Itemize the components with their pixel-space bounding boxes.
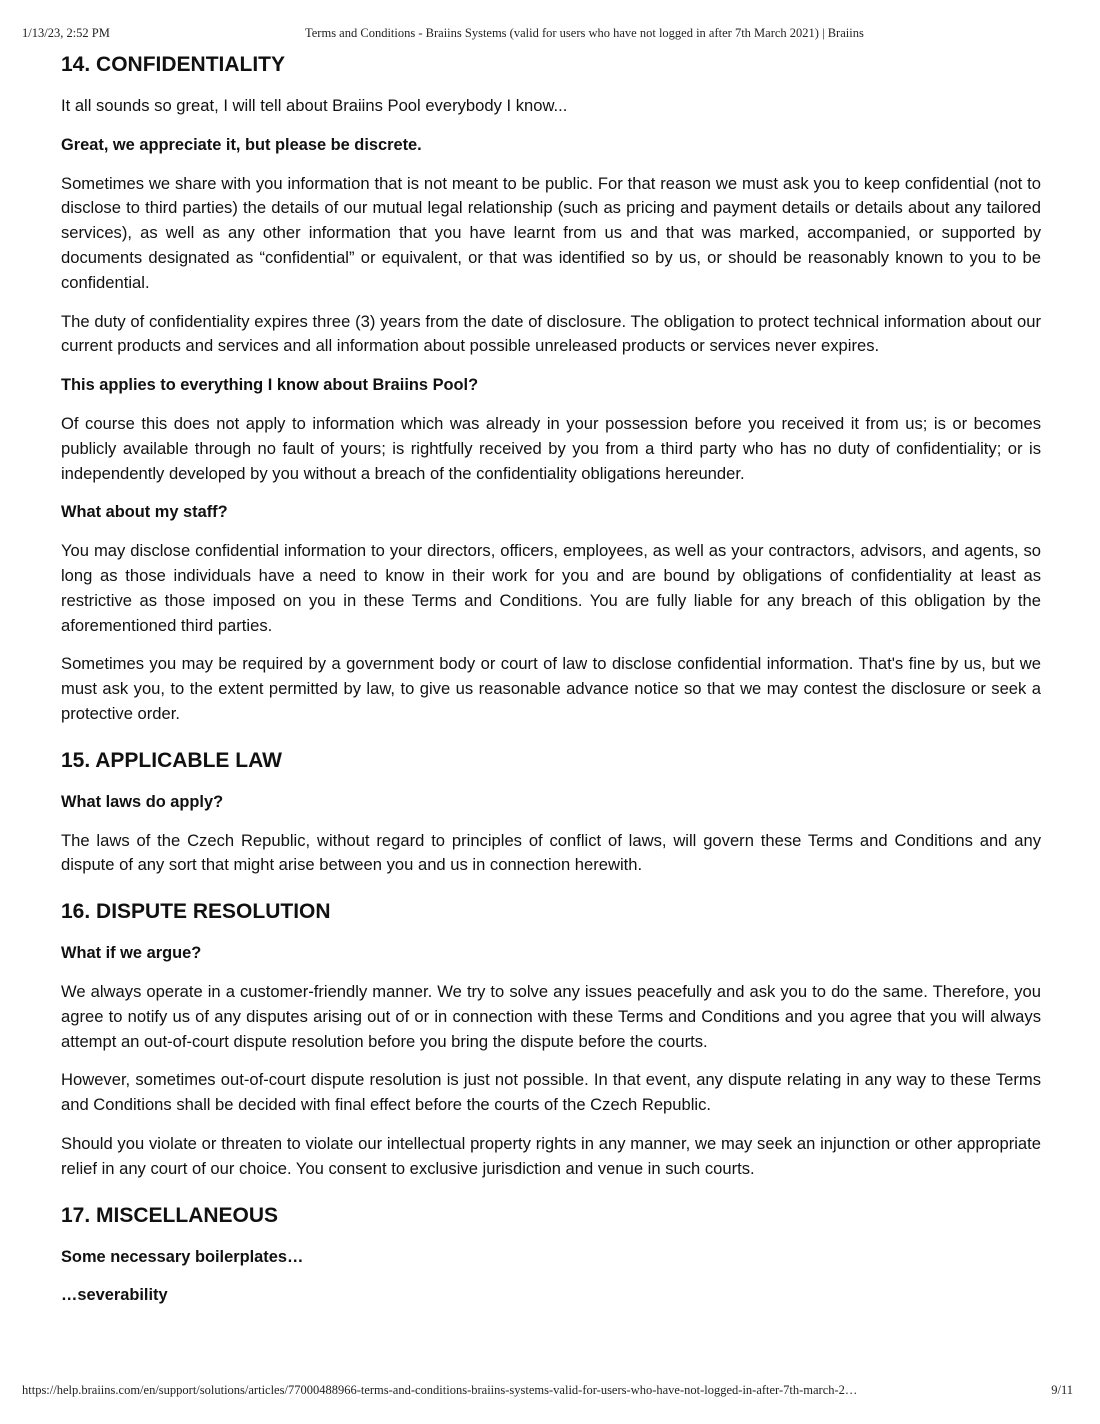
article-content xyxy=(61,49,1041,1308)
question-heading: What if we argue? xyxy=(61,944,202,963)
print-header xyxy=(22,26,1078,42)
paragraph: Should you violate or threaten to violate our intellectual property rights in any manner, we may seek an injunction or other appropriate relief in any court of our choice. You consent to exclusive jurisdiction and venue in such courts. xyxy=(61,1133,1041,1178)
paragraph: The duty of confidentiality expires three (3) years from the date of disclosure. The obligation to protect technical information about our current products and services and all information about possible unreleased products or services never expires. xyxy=(61,311,1041,356)
paragraph: Sometimes you may be required by a government body or court of law to disclose confidential information. That's fine by us, but we must ask you, to the extent permitted by law, to give us reasonable advance notice so that we may contest the disclosure or seek a protective order. xyxy=(61,654,1041,723)
section-heading: 17. MISCELLANEOUS xyxy=(61,1203,279,1227)
paragraph: However, sometimes out-of-court dispute resolution is just not possible. In that event, any dispute relating in any way to these Terms and Conditions shall be decided with final effect before the courts of the Czech Republic. xyxy=(61,1070,1041,1115)
section-confidentiality xyxy=(61,49,1041,727)
print-page-title: Terms and Conditions - Braiins Systems (valid for users who have not logged in after 7th March 2021) | Braiins xyxy=(305,26,864,40)
question-heading: What laws do apply? xyxy=(61,792,224,811)
paragraph: Sometimes we share with you information that is not meant to be public. For that reason we must ask you to keep confidential (not to disclose to third parties) the details of our mutual legal relationship (such as pricing and payment details or details about any tailored services), as well as any other information that you have learnt from us and that was marked, accompanied, or supported by documents designated as “confidential” or equivalent, or that was identified so by us, or should be reasonably known to you to be confidential. xyxy=(61,173,1041,292)
section-miscellaneous xyxy=(61,1200,1041,1309)
paragraph: The laws of the Czech Republic, without regard to principles of conflict of laws, will govern these Terms and Conditions and any dispute of any sort that might arise between you and us in connection herewith. xyxy=(61,830,1041,875)
print-url: https://help.braiins.com/en/support/solutions/articles/77000488966-terms-and-conditions-braiins-systems-valid-for-users-who-have-not-logged-in-after-7th-march-2… xyxy=(22,1383,858,1397)
paragraph: We always operate in a customer-friendly manner. We try to solve any issues peacefully and ask you to do the same. Therefore, you agree to notify us of any disputes arising out of or in connection with these Terms and Conditions and you agree that you will always attempt an out-of-court dispute resolution before you bring the dispute before the courts. xyxy=(61,981,1041,1051)
paragraph: You may disclose confidential information to your directors, officers, employees, as well as your contractors, advisors, and agents, so long as those individuals have a need to know in their work for you and are bound by obligations of confidentiality at least as restrictive as those imposed on you in these Terms and Conditions. You are fully liable for any breach of this obligation by the aforementioned third parties. xyxy=(61,541,1041,635)
section-dispute-resolution xyxy=(61,896,1041,1181)
paragraph: Of course this does not apply to information which was already in your possession before you received it from us; is or becomes publicly available through no fault of yours; is rightfully received by you from a third party who has no duty of confidentiality; or is independently developed by you without a breach of the confidentiality obligations hereunder. xyxy=(61,413,1041,483)
question-heading: Great, we appreciate it, but please be discrete. xyxy=(61,135,422,154)
question-heading: What about my staff? xyxy=(61,503,228,522)
question-heading: …severability xyxy=(61,1286,168,1305)
print-footer xyxy=(22,1383,1078,1399)
section-heading: 16. DISPUTE RESOLUTION xyxy=(61,900,331,924)
section-heading: 14. CONFIDENTIALITY xyxy=(61,53,286,76)
page-number: 9/11 xyxy=(1051,1383,1073,1397)
section-applicable-law xyxy=(61,745,1041,878)
question-heading: Some necessary boilerplates… xyxy=(61,1247,304,1266)
paragraph: It all sounds so great, I will tell about Braiins Pool everybody I know... xyxy=(61,96,568,115)
question-heading: This applies to everything I know about Braiins Pool? xyxy=(61,376,479,395)
section-heading: 15. APPLICABLE LAW xyxy=(61,748,282,772)
print-datetime: 1/13/23, 2:52 PM xyxy=(22,26,110,40)
